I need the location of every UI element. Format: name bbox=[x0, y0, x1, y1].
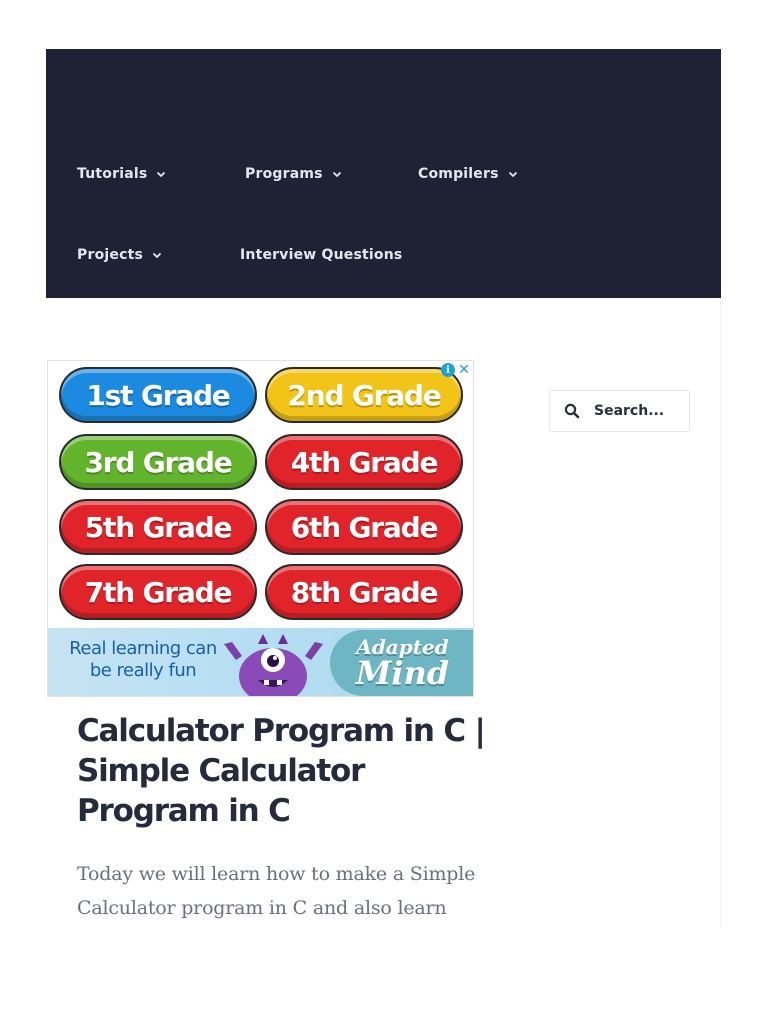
grade-button-8[interactable]: 8th Grade bbox=[265, 564, 463, 620]
ad-controls bbox=[441, 363, 471, 377]
chevron-down-icon bbox=[508, 169, 518, 179]
grade-button-6[interactable]: 6th Grade bbox=[265, 499, 463, 555]
nav-item-label: Projects bbox=[77, 247, 144, 263]
grade-button-5[interactable]: 5th Grade bbox=[59, 499, 257, 555]
ad-brand-line2: Mind bbox=[355, 654, 450, 692]
info-icon[interactable]: i bbox=[441, 363, 455, 377]
article-title[interactable]: Calculator Program in C | Simple Calculator Program in C bbox=[77, 713, 485, 829]
grade-button-4[interactable]: 4th Grade bbox=[265, 434, 463, 490]
search-box[interactable] bbox=[549, 390, 690, 432]
nav-item-label: Tutorials bbox=[77, 166, 148, 182]
nav-item-label: Programs bbox=[245, 166, 323, 182]
nav-item-projects[interactable] bbox=[77, 247, 162, 263]
nav-item-compilers[interactable] bbox=[418, 166, 518, 182]
purple-monster-icon bbox=[216, 630, 331, 697]
ad-banner[interactable] bbox=[48, 628, 474, 697]
close-icon[interactable]: ✕ bbox=[458, 362, 470, 378]
chevron-down-icon bbox=[332, 169, 342, 179]
nav-item-label: Interview Questions bbox=[240, 247, 403, 263]
ad-tagline: Real learning can be really fun bbox=[69, 638, 217, 681]
nav-item-programs[interactable] bbox=[245, 166, 342, 182]
site-header bbox=[46, 49, 721, 298]
chevron-down-icon bbox=[156, 169, 166, 179]
search-icon[interactable] bbox=[564, 403, 580, 419]
article-excerpt: Today we will learn how to make a Simple Calculator program in C and also learn bbox=[77, 863, 476, 919]
advertisement[interactable] bbox=[47, 360, 474, 697]
adaptedmind-logo bbox=[330, 630, 474, 696]
ad-brand-line1: Adapted bbox=[356, 635, 449, 659]
grade-button-1[interactable]: 1st Grade bbox=[59, 367, 257, 423]
nav-item-tutorials[interactable] bbox=[77, 166, 166, 182]
grade-button-3[interactable]: 3rd Grade bbox=[59, 434, 257, 490]
content-divider bbox=[720, 298, 721, 928]
search-input[interactable] bbox=[594, 403, 689, 419]
grade-button-2[interactable]: 2nd Grade bbox=[265, 367, 463, 423]
nav-item-label: Compilers bbox=[418, 166, 499, 182]
nav-item-interview-questions[interactable] bbox=[240, 247, 402, 263]
grade-button-7[interactable]: 7th Grade bbox=[59, 564, 257, 620]
chevron-down-icon bbox=[152, 250, 162, 260]
